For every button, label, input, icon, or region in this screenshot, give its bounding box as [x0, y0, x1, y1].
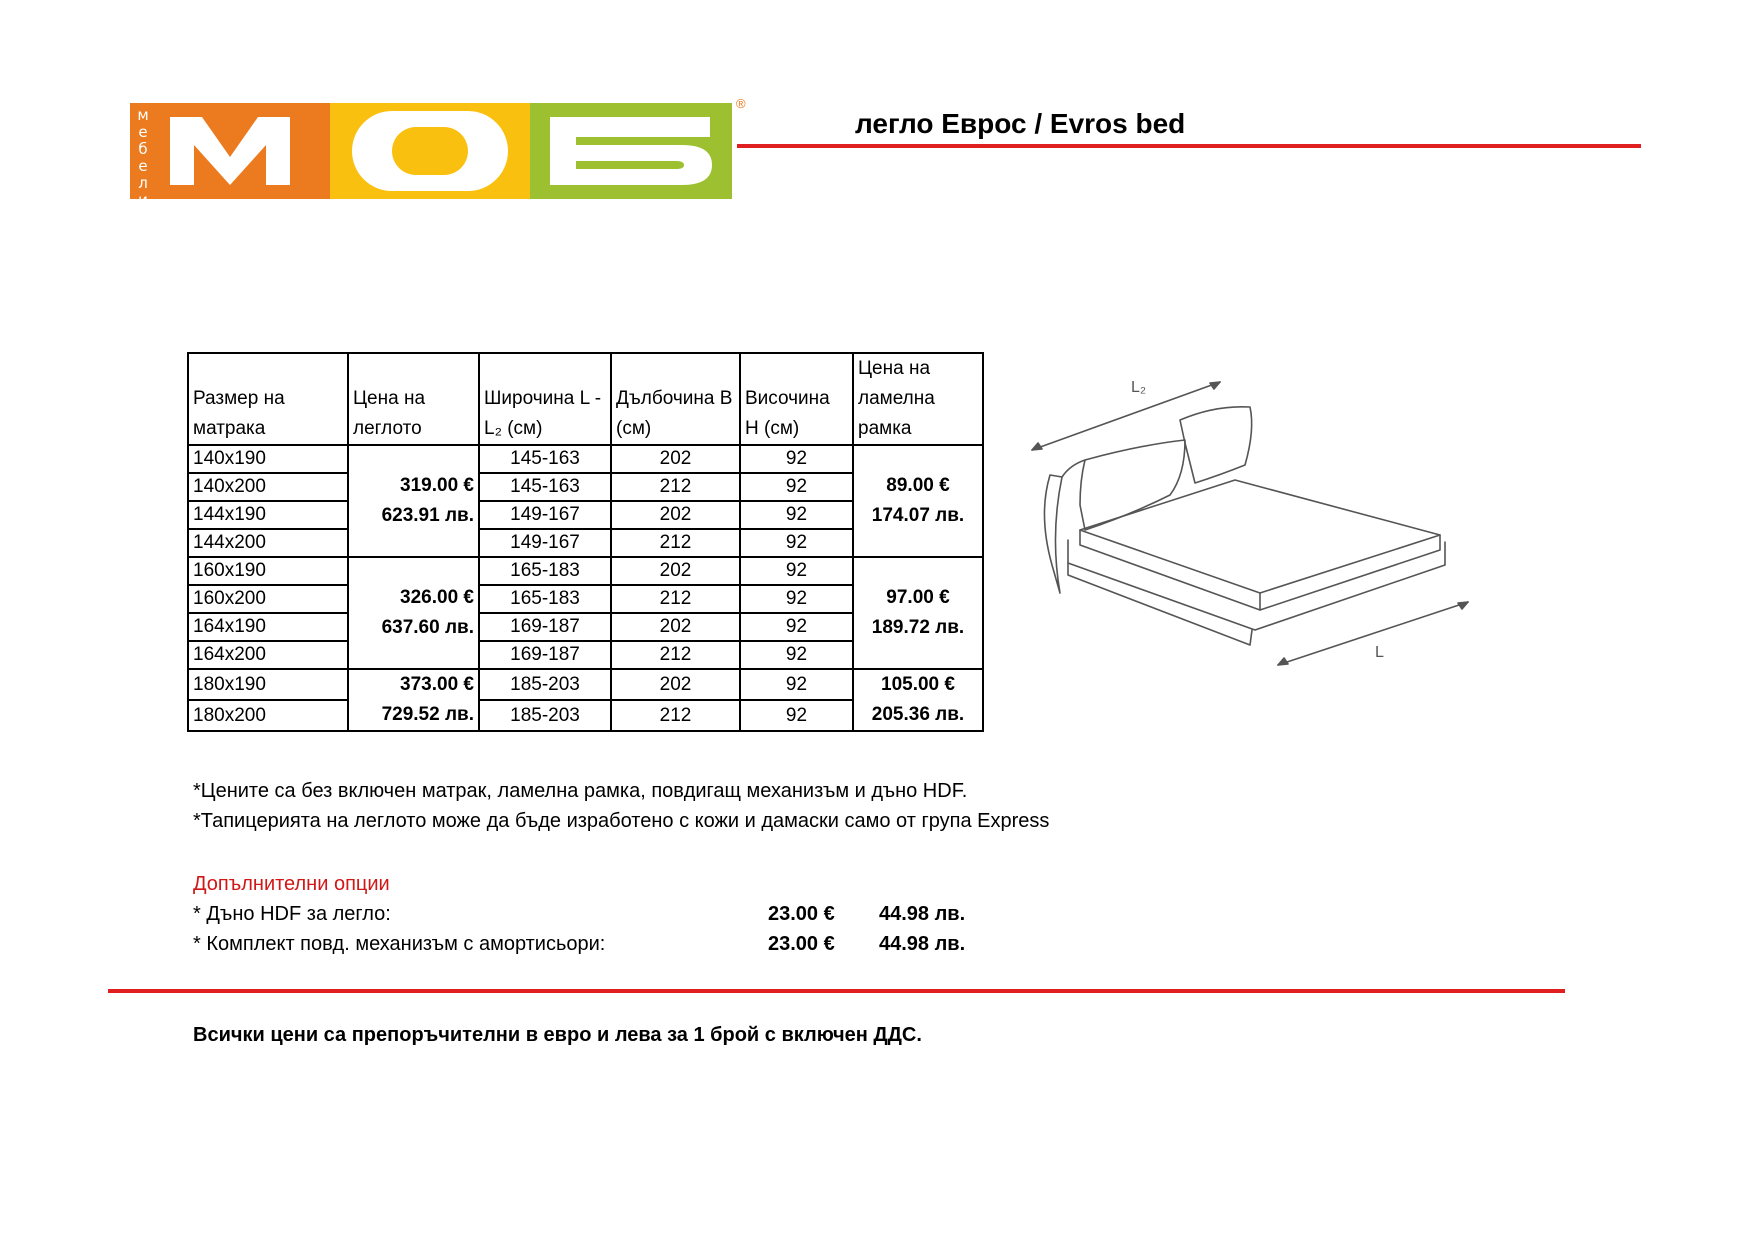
- cell-width: 149-167: [479, 529, 611, 557]
- header-mattress-size: Размер на матрака: [188, 353, 348, 445]
- cell-bed-price: [348, 557, 479, 669]
- cell-size: 160x200: [188, 585, 348, 613]
- footer-divider: [108, 989, 1565, 993]
- table-header-row: [188, 353, 983, 445]
- header-divider: [737, 144, 1641, 148]
- cell-depth: 212: [611, 473, 740, 501]
- bed-price-eur: 373.00 €: [400, 674, 474, 695]
- table-row: [188, 445, 983, 473]
- cell-size: 164x200: [188, 641, 348, 669]
- slat-price-bgn: 205.36 лв.: [871, 704, 965, 725]
- slat-price-eur: 105.00 €: [881, 674, 955, 695]
- cell-depth: 212: [611, 641, 740, 669]
- bed-drawing: [1020, 365, 1520, 715]
- price-table: [187, 352, 984, 732]
- cell-height: 92: [740, 529, 853, 557]
- arrow-icon: [1278, 658, 1288, 665]
- page-title: легло Еврос / Evros bed: [855, 108, 1186, 139]
- cell-width: 149-167: [479, 501, 611, 529]
- cell-width: 169-187: [479, 613, 611, 641]
- cell-bed-price: [348, 445, 479, 557]
- bed-price-eur: 326.00 €: [400, 587, 474, 608]
- cell-height: 92: [740, 557, 853, 585]
- arrow-icon: [1458, 602, 1468, 609]
- mattress-top: [1080, 480, 1440, 593]
- cell-width: 165-183: [479, 557, 611, 585]
- label-l2: L₂: [1131, 379, 1147, 396]
- cell-bed-price: [348, 669, 479, 731]
- cell-width: 145-163: [479, 473, 611, 501]
- table-row: [188, 669, 983, 700]
- cell-depth: 212: [611, 529, 740, 557]
- cell-size: 144x190: [188, 501, 348, 529]
- logo-side-text: м е б е л и: [137, 106, 149, 209]
- slat-price-eur: 97.00 €: [886, 587, 950, 608]
- cell-size: 160x190: [188, 557, 348, 585]
- option-price-bgn: 44.98 лв.: [879, 903, 966, 925]
- arrow-icon: [1032, 443, 1042, 450]
- header-depth: Дълбочина B (см): [611, 353, 740, 445]
- cell-height: 92: [740, 501, 853, 529]
- option-price-bgn: 44.98 лв.: [879, 933, 966, 955]
- cell-depth: 202: [611, 669, 740, 700]
- cell-height: 92: [740, 669, 853, 700]
- cell-width: 169-187: [479, 641, 611, 669]
- registered-mark: ®: [736, 96, 746, 111]
- option-price-eur: 23.00 €: [768, 903, 835, 925]
- cell-depth: 202: [611, 445, 740, 473]
- bed-price-bgn: 623.91 лв.: [381, 505, 474, 526]
- option-label: * Дъно HDF за легло:: [193, 903, 391, 925]
- cell-size: 140x190: [188, 445, 348, 473]
- slat-price-eur: 89.00 €: [886, 475, 950, 496]
- logo-letters: [130, 103, 732, 199]
- cell-size: 140x200: [188, 473, 348, 501]
- cell-size: 144x200: [188, 529, 348, 557]
- header-bed-price: Цена на леглото: [348, 353, 479, 445]
- cell-height: 92: [740, 641, 853, 669]
- cell-height: 92: [740, 585, 853, 613]
- bed-base: [1068, 563, 1252, 645]
- brand-logo: [130, 96, 746, 209]
- bed-price-eur: 319.00 €: [400, 475, 474, 496]
- cell-size: 180x190: [188, 669, 348, 700]
- note-line: *Тапицерията на леглото може да бъде изработено с кожи и дамаски само от група Express: [193, 810, 1050, 832]
- cell-height: 92: [740, 700, 853, 731]
- slat-price-bgn: 189.72 лв.: [871, 617, 965, 638]
- table-row: [188, 557, 983, 585]
- cell-depth: 202: [611, 613, 740, 641]
- cell-width: 145-163: [479, 445, 611, 473]
- option-label: * Комплект повд. механизъм с амортисьори:: [193, 933, 606, 955]
- cell-size: 164x190: [188, 613, 348, 641]
- option-price-eur: 23.00 €: [768, 933, 835, 955]
- side-panel: [1044, 475, 1062, 593]
- cell-depth: 212: [611, 585, 740, 613]
- cell-width: 185-203: [479, 700, 611, 731]
- arrow-icon: [1210, 382, 1220, 389]
- bed-price-bgn: 637.60 лв.: [381, 617, 474, 638]
- note-line: *Цените са без включен матрак, ламелна рамка, повдигащ механизъм и дъно HDF.: [193, 780, 968, 802]
- header-slat-price: Цена на ламелна рамка: [853, 353, 983, 445]
- cell-size: 180x200: [188, 700, 348, 731]
- cell-width: 185-203: [479, 669, 611, 700]
- cell-slat-price: [853, 445, 983, 557]
- header-width: Широчина L - L₂ (см): [479, 353, 611, 445]
- label-l: L: [1375, 644, 1384, 661]
- headboard-cushion-right: [1180, 407, 1252, 483]
- footer-note: Всички цени са препоръчителни в евро и лева за 1 брой с включен ДДС.: [193, 1024, 922, 1046]
- headboard-cushion-left: [1080, 440, 1185, 530]
- cell-depth: 212: [611, 700, 740, 731]
- cell-slat-price: [853, 557, 983, 669]
- cell-depth: 202: [611, 501, 740, 529]
- cell-height: 92: [740, 613, 853, 641]
- cell-height: 92: [740, 445, 853, 473]
- bed-price-bgn: 729.52 лв.: [381, 704, 474, 725]
- cell-depth: 202: [611, 557, 740, 585]
- header-height: Височина H (см): [740, 353, 853, 445]
- slat-price-bgn: 174.07 лв.: [871, 505, 965, 526]
- dimension-line-l: [1278, 602, 1468, 665]
- cell-height: 92: [740, 473, 853, 501]
- cell-width: 165-183: [479, 585, 611, 613]
- cell-slat-price: [853, 669, 983, 731]
- bed-frame: [1068, 540, 1445, 630]
- options-title: Допълнителни опции: [193, 873, 390, 895]
